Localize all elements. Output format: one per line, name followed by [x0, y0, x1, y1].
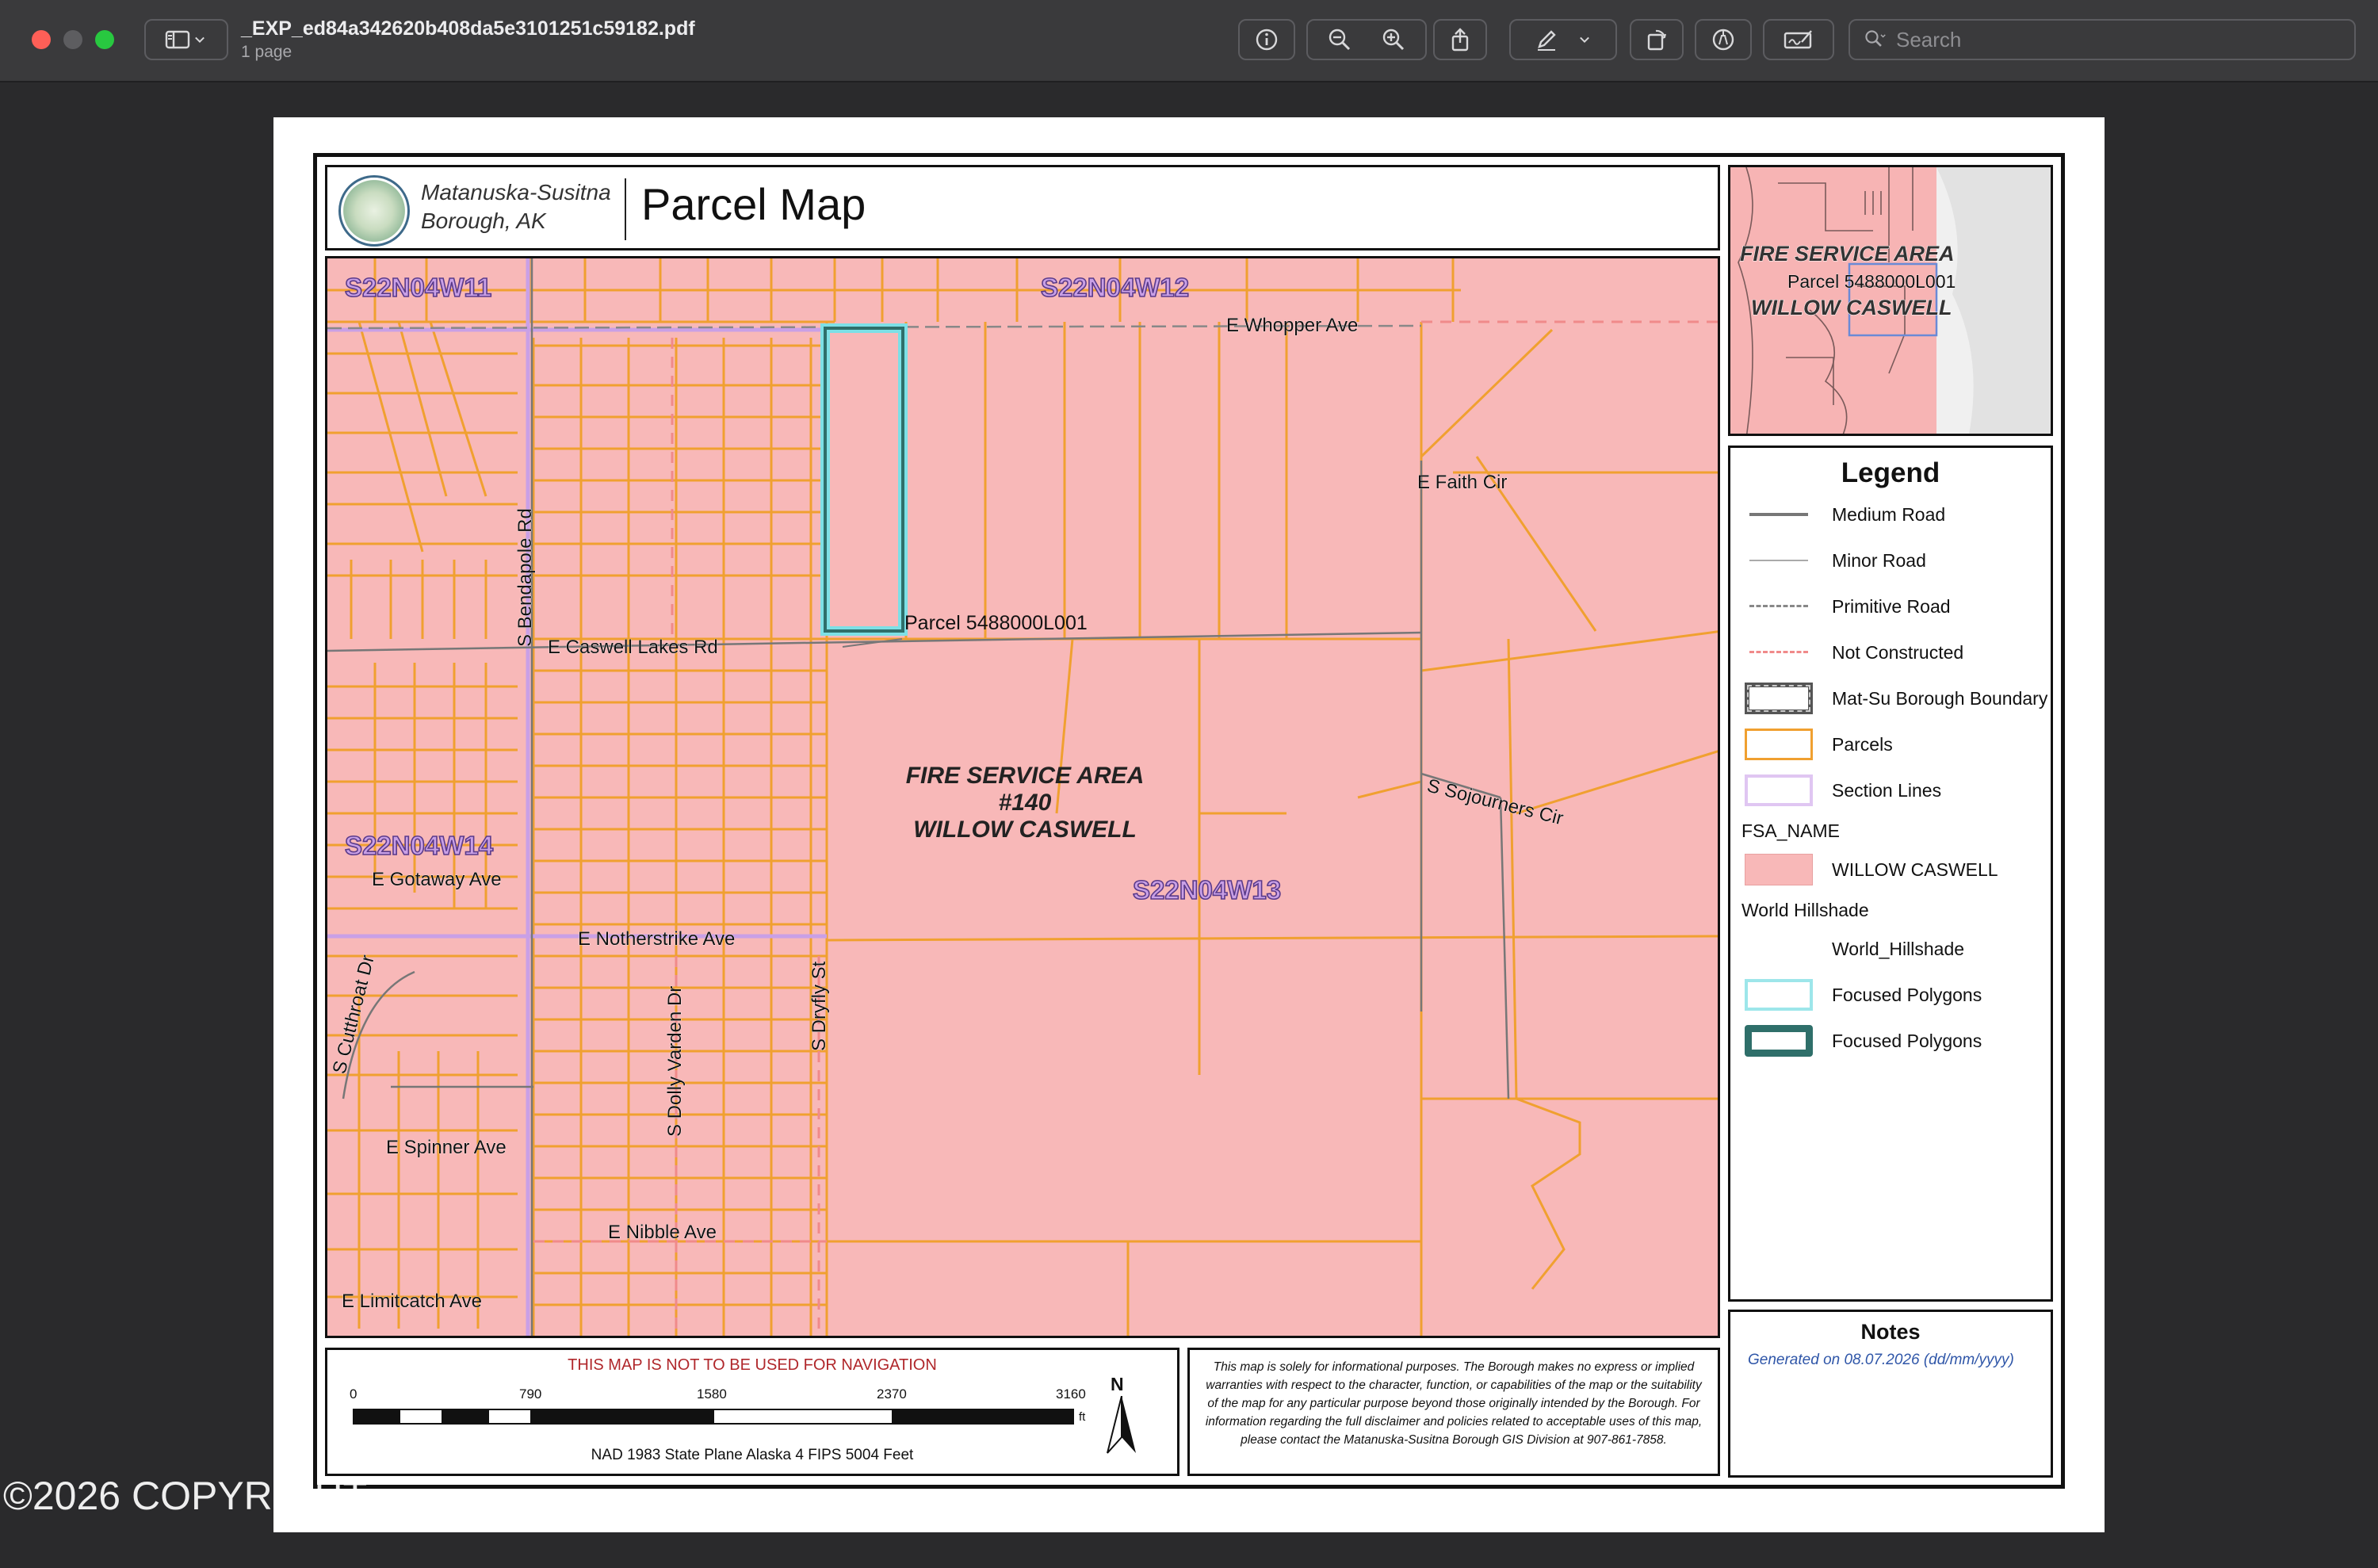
parcel-label: Parcel 5488000L001 [904, 612, 1088, 634]
minimize-window-button[interactable] [63, 30, 82, 49]
legend-item-borough-boundary: Mat-Su Borough Boundary [1745, 683, 2047, 714]
road-label-faith: E Faith Cir [1417, 472, 1508, 493]
road-label-spinner: E Spinner Ave [386, 1137, 507, 1158]
legend-group-world-hillshade: World Hillshade [1741, 900, 1869, 920]
search-field[interactable] [1848, 19, 2356, 60]
borough-seal-icon [338, 175, 410, 247]
search-input[interactable] [1894, 27, 2342, 53]
scale-tick-0: 0 [350, 1386, 357, 1402]
scale-tick-1: 790 [519, 1386, 542, 1402]
legend-item-medium-road: Medium Road [1745, 499, 1945, 530]
rotate-button[interactable] [1630, 19, 1684, 60]
scale-unit: ft [1079, 1410, 1086, 1424]
close-window-button[interactable] [32, 30, 51, 49]
window-toolbar [0, 0, 2378, 82]
legend-item-parcels: Parcels [1745, 729, 1893, 760]
legend-item-minor-road: Minor Road [1745, 545, 1926, 576]
road-label-dollyvarden: S Dolly Varden Dr [664, 985, 686, 1137]
road-label-caswell: E Caswell Lakes Rd [548, 637, 718, 658]
inset-parcel-label: Parcel 5488000L001 [1787, 271, 1956, 292]
inset-label-willow: WILLOW CASWELL [1751, 296, 1952, 319]
legend-item-primitive-road: Primitive Road [1745, 591, 1951, 622]
org-name-line2: Borough, AK [421, 208, 546, 233]
north-label: N [1111, 1374, 1124, 1394]
map-canvas [327, 258, 1720, 1338]
road-label-whopper: E Whopper Ave [1226, 315, 1359, 336]
road-label-dryfly: S Dryfly St [809, 961, 830, 1051]
legend-item-willow-caswell: WILLOW CASWELL [1745, 854, 1998, 885]
legend-item-focused-polygons-light: Focused Polygons [1745, 979, 1982, 1011]
road-label-nibble: E Nibble Ave [608, 1222, 717, 1243]
legend-item-not-constructed: Not Constructed [1745, 637, 1963, 668]
sidebar-icon [164, 26, 191, 53]
road-label-bendapole: S Bendapole Rd [514, 508, 536, 647]
pen-circle-icon [1710, 26, 1737, 53]
section-label-w14: S22N04W14 [345, 831, 494, 860]
annotate-button[interactable] [1695, 19, 1752, 60]
info-button[interactable] [1238, 19, 1295, 60]
scale-bar-panel [325, 1348, 1179, 1476]
copyright-watermark: ©2026 COPYRIGHT [3, 1474, 368, 1518]
legend-item-world-hillshade: World_Hillshade [1832, 938, 1965, 959]
road-label-cutthroat: S Cutthroat Dr [328, 953, 379, 1077]
rotate-icon [1643, 26, 1670, 53]
legend-title: Legend [1841, 457, 1940, 488]
sidebar-toggle-button[interactable] [144, 19, 228, 60]
fsa-label-line3: WILLOW CASWELL [913, 817, 1137, 843]
notes-title: Notes [1860, 1320, 1921, 1344]
scale-tick-3: 2370 [877, 1386, 907, 1402]
navigation-warning: THIS MAP IS NOT TO BE USED FOR NAVIGATION [568, 1356, 937, 1374]
search-icon [1863, 28, 1887, 52]
document-title: _EXP_ed84a342620b408da5e3101251c59182.pdf [241, 17, 695, 40]
scale-tick-4: 3160 [1056, 1386, 1086, 1402]
zoom-controls [1306, 19, 1427, 60]
disclaimer-text: This map is solely for informational purposes. The Borough makes no express or implied warranties with respect to the character, function, or capabilities of the map or the suitability of the map for any particular purpose beyond those originally intended by the Borough. For information regarding the full disclaimer and policies related to acceptable uses of this map, please contact the Matanuska-Susitna Borough GIS Division at 907-861-7858. [1187, 1348, 1720, 1476]
org-name-line1: Matanuska-Susitna [421, 180, 611, 205]
signature-button[interactable] [1763, 19, 1834, 60]
section-label-w11: S22N04W11 [345, 273, 492, 302]
scale-tick-2: 1580 [697, 1386, 727, 1402]
notes-panel [1728, 1310, 2053, 1478]
markup-button[interactable] [1509, 19, 1617, 60]
parcel-map [325, 256, 1720, 1338]
legend-item-focused-polygons-dark: Focused Polygons [1745, 1025, 1982, 1057]
info-icon [1253, 26, 1280, 53]
section-label-w13: S22N04W13 [1133, 875, 1282, 904]
notes-generated-date: Generated on 08.07.2026 (dd/mm/yyyy) [1748, 1352, 2014, 1368]
north-arrow-icon [1104, 1396, 1139, 1455]
road-label-northerstrike: E Notherstrike Ave [578, 928, 736, 950]
share-icon [1447, 26, 1474, 53]
section-label-w12: S22N04W12 [1041, 273, 1190, 302]
zoom-out-icon[interactable] [1326, 26, 1353, 53]
signature-icon [1781, 26, 1816, 53]
legend-item-section-lines: Section Lines [1745, 774, 1941, 806]
legend-panel [1728, 446, 2053, 1302]
pen-icon [1533, 26, 1560, 53]
header-divider [625, 178, 626, 240]
fsa-label-line1: FIRE SERVICE AREA [905, 763, 1145, 789]
share-button[interactable] [1433, 19, 1487, 60]
zoom-window-button[interactable] [95, 30, 114, 49]
chevron-down-icon [191, 26, 208, 53]
locator-map [1728, 165, 2053, 436]
chevron-down-icon [1576, 26, 1593, 53]
map-header [325, 165, 1720, 250]
road-label-sojourners: S Sojourners Cir [1424, 774, 1566, 830]
legend-group-fsa-name: FSA_NAME [1741, 820, 1840, 841]
map-title: Parcel Map [641, 179, 866, 229]
road-label-limitcatch: E Limitcatch Ave [342, 1291, 482, 1312]
road-label-gotaway: E Gotaway Ave [372, 869, 502, 890]
document-page-count: 1 page [241, 43, 292, 61]
inset-label-fsa: FIRE SERVICE AREA [1740, 242, 1955, 266]
fsa-label-line2: #140 [998, 790, 1052, 816]
zoom-in-icon[interactable] [1380, 26, 1407, 53]
projection-label: NAD 1983 State Plane Alaska 4 FIPS 5004 Feet [591, 1447, 914, 1463]
